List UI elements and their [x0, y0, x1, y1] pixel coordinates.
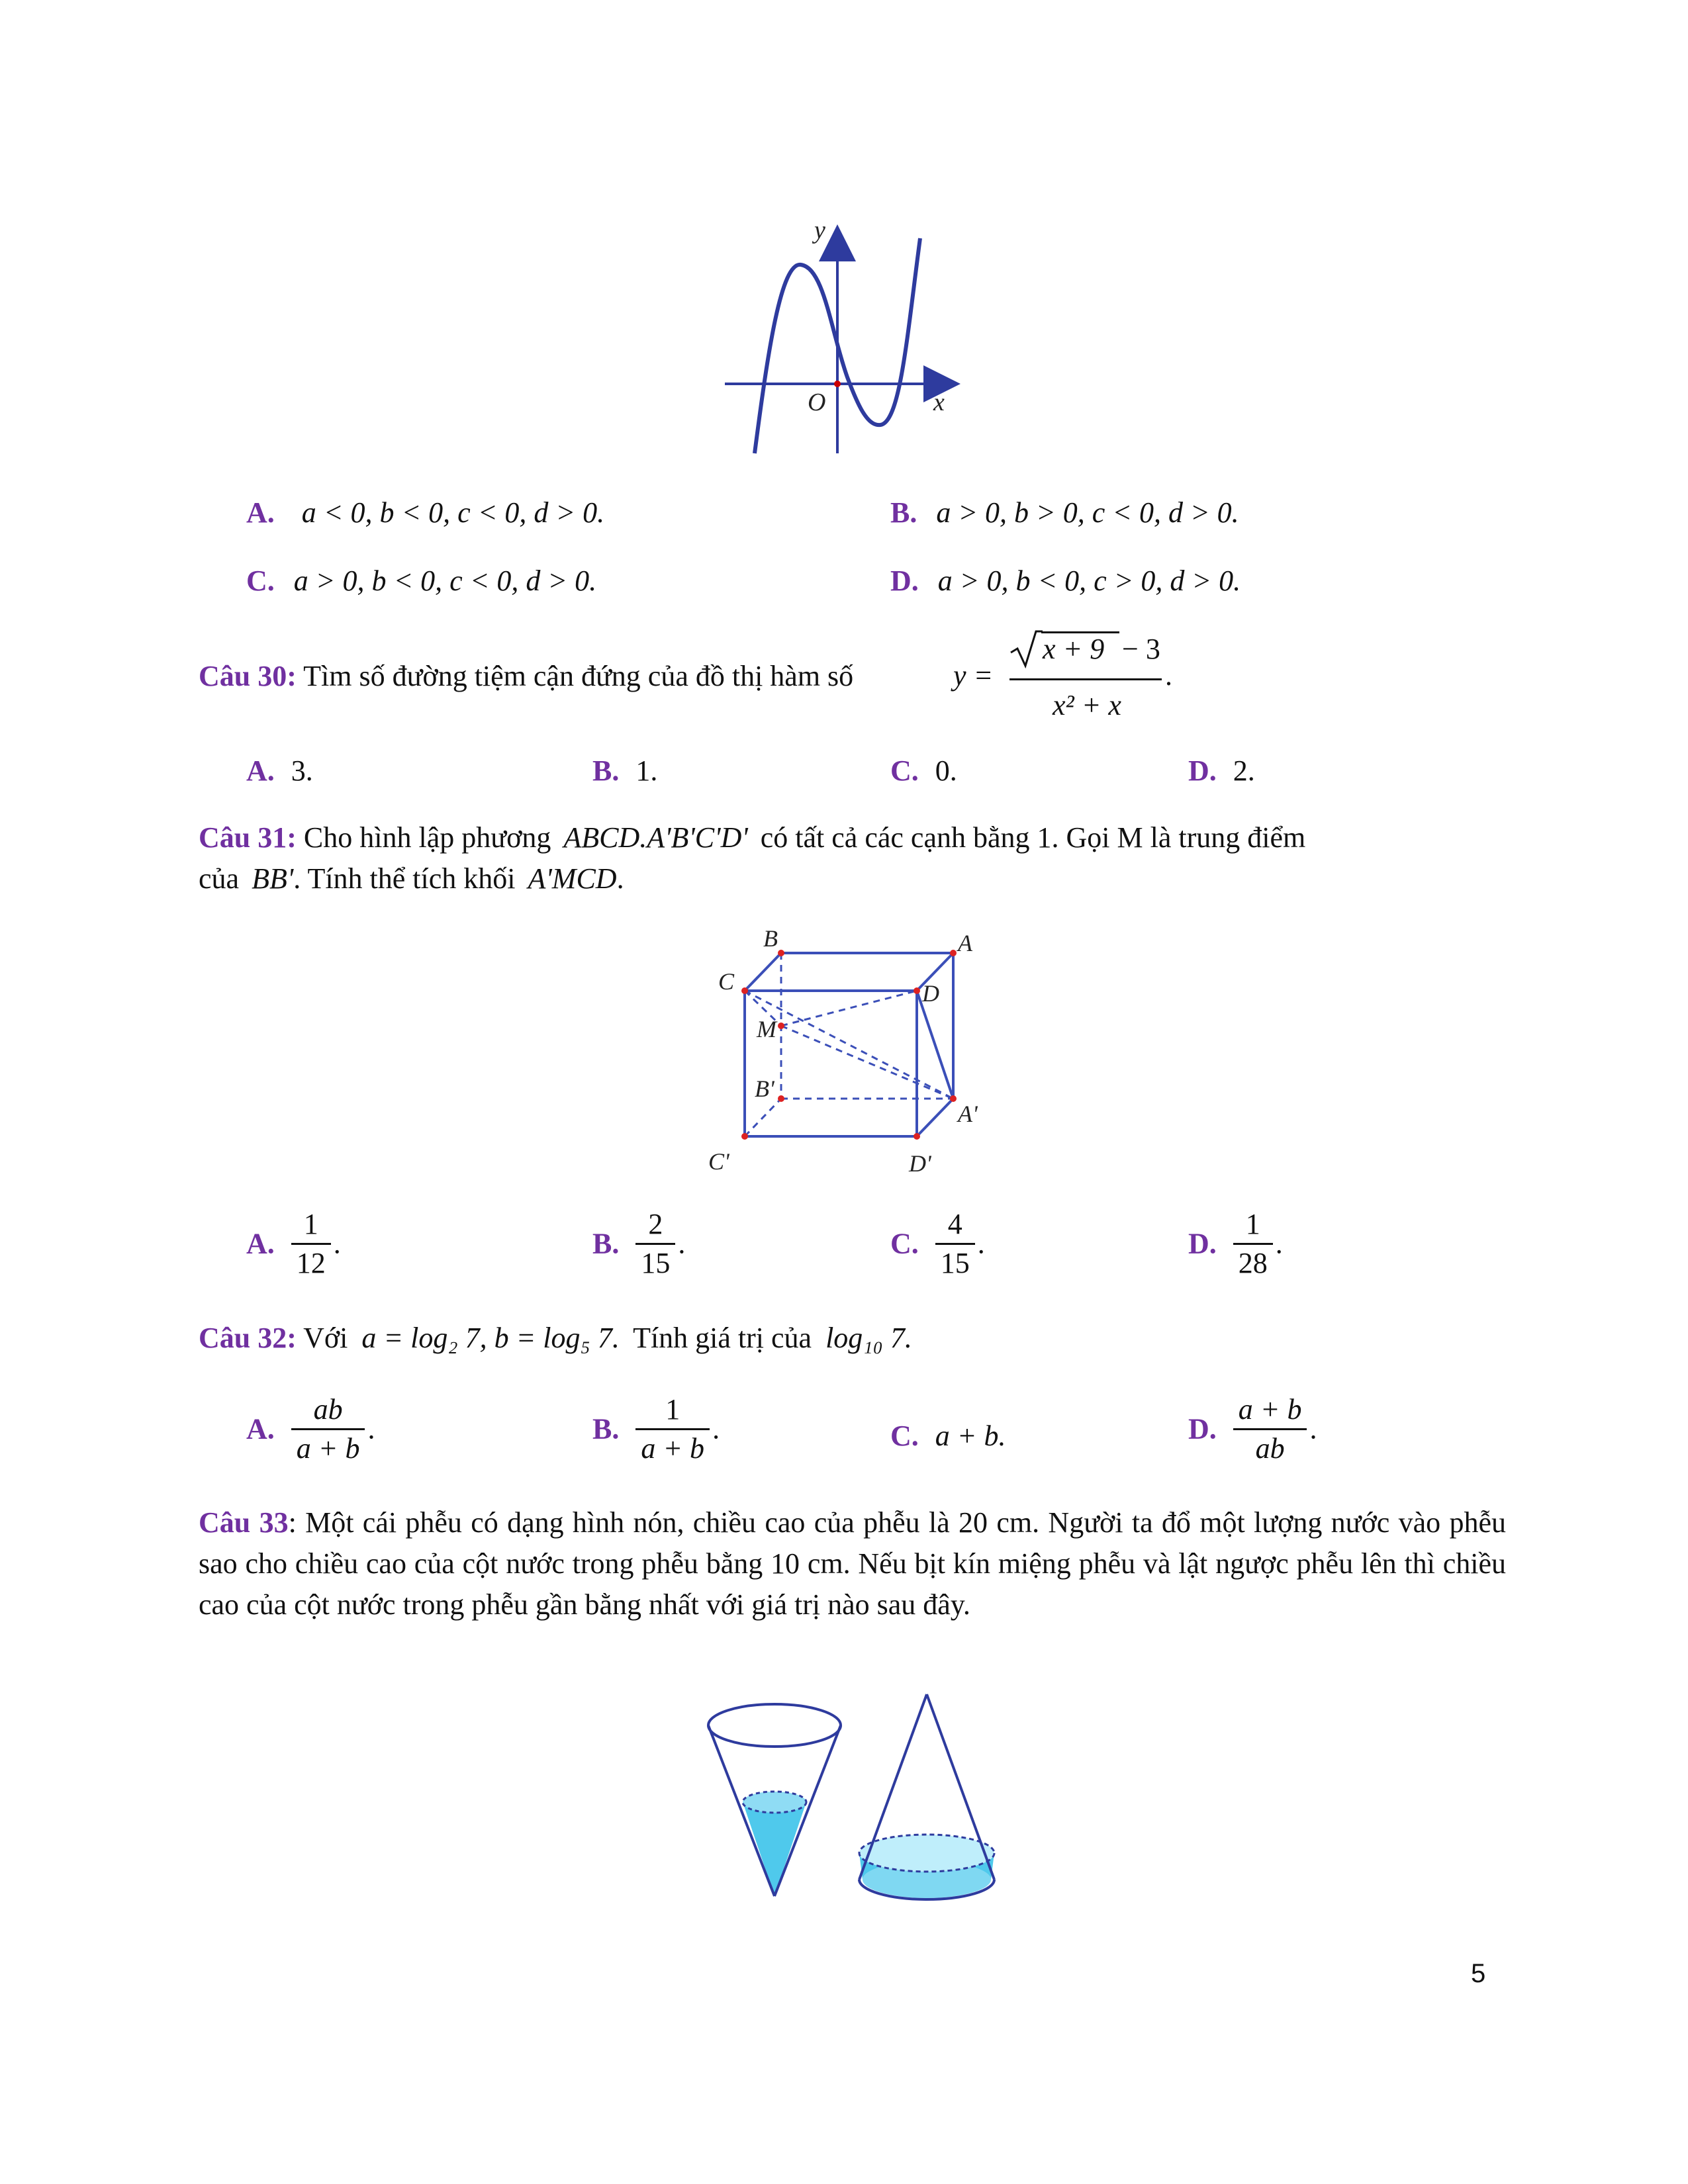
q29-option-c[interactable] — [246, 561, 596, 601]
option-text: a > 0, b < 0, c < 0, d > 0. — [293, 565, 597, 597]
option-label: B. — [592, 1412, 620, 1445]
formula-numerator-tail: − 3 — [1122, 633, 1160, 665]
option-label: A. — [246, 754, 275, 787]
question-text: Tính giá trị của — [633, 1322, 812, 1354]
option-fraction — [291, 1206, 331, 1282]
cube-figure — [698, 923, 990, 1178]
question-label: Câu 30: — [199, 660, 297, 692]
option-text: 1. — [635, 754, 658, 787]
funnel-figures — [695, 1691, 1013, 1916]
q29-option-a[interactable] — [246, 493, 604, 533]
fraction-den: 12 — [296, 1247, 326, 1279]
vertex-label-Cp: C' — [708, 1148, 729, 1175]
question-text: . Tính thể tích khối — [293, 862, 516, 895]
vertex-label-Bp: B' — [755, 1075, 774, 1102]
q32-option-c[interactable] — [890, 1416, 1006, 1456]
option-label: A. — [246, 496, 275, 529]
question-text: Tìm số đường tiệm cận đứng của đồ thị hàm số — [303, 660, 854, 692]
vertex-label-M: M — [757, 1016, 776, 1042]
q30-question — [199, 657, 853, 696]
sqrt-sign — [1009, 629, 1043, 668]
option-text: a > 0, b < 0, c > 0, d > 0. — [937, 565, 1241, 597]
question-text: Cho hình lập phương — [303, 821, 551, 854]
option-fraction — [1233, 1391, 1307, 1467]
question-text: : Một cái phễu có dạng hình nón, chiều cao của phễu là 20 cm. Người ta đổ một lượng nước vào phễu sao cho chiều cao của cột nước trong phễu bằng 10 cm. Nếu bịt kín miệng phễu và lật ngược phễu lên thì chiều cao của cột nước trong phễu gần bằng nhất với giá trị nào sau đây. — [199, 1506, 1507, 1621]
option-label: C. — [246, 565, 275, 597]
q29-option-b[interactable] — [890, 493, 1239, 533]
formula-denominator: x² + x — [1053, 689, 1121, 721]
origin-point — [834, 381, 841, 387]
option-label: C. — [890, 754, 919, 787]
x-axis-label: x — [933, 388, 945, 416]
option-text: a < 0, b < 0, c < 0, d > 0. — [301, 496, 605, 529]
q31-question-line2 — [199, 859, 624, 899]
q29-option-d[interactable] — [890, 561, 1241, 601]
q30-option-d[interactable] — [1188, 751, 1255, 791]
q30-option-c[interactable] — [890, 751, 957, 791]
question-text: có tất cả các cạnh bằng 1. Gọi M là trung điểm — [760, 821, 1306, 854]
option-text: 3. — [291, 754, 313, 787]
option-fraction — [635, 1206, 675, 1282]
fraction-num: ab — [291, 1391, 365, 1430]
origin-label: O — [808, 388, 826, 416]
q30-option-b[interactable] — [592, 751, 657, 791]
vertex-label-Ap: A' — [958, 1101, 978, 1127]
question-label: Câu 32: — [199, 1322, 297, 1354]
option-text: 2. — [1233, 754, 1255, 787]
question-text: . — [616, 862, 624, 895]
q31-question-line1 — [199, 818, 1305, 858]
q31-option-a[interactable]: A. $\frac{1}{12}$ . — [246, 1206, 341, 1282]
question-text: Với — [303, 1322, 348, 1354]
formula-numerator: x + 9 — [1043, 633, 1105, 665]
question-label: Câu 33 — [199, 1506, 289, 1539]
fraction-num: 1 — [635, 1391, 710, 1430]
segment-name: BB' — [252, 862, 294, 895]
formula-period: . — [1165, 659, 1172, 692]
vertex-label-Dp: D' — [909, 1150, 931, 1177]
cube-name: ABCD.A'B'C'D' — [563, 821, 748, 854]
option-label: A. — [246, 1412, 275, 1445]
formula-lhs: y = — [953, 659, 994, 692]
q32-option-b[interactable]: B. $\frac{1}{a + b}$ . — [592, 1391, 720, 1467]
option-label: B. — [592, 1227, 620, 1260]
option-label: B. — [592, 754, 620, 787]
question-formula: a = log₂ 7, b = log₅ 7. — [361, 1322, 620, 1354]
fraction-bar — [1009, 678, 1162, 680]
q31-option-c[interactable]: C. $\frac{4}{15}$ . — [890, 1206, 985, 1282]
vertex-label-C: C — [718, 968, 735, 995]
q31-option-b[interactable]: B. $\frac{2}{15}$ . — [592, 1206, 685, 1282]
option-label: D. — [890, 565, 919, 597]
option-fraction — [1233, 1206, 1273, 1282]
q30-formula — [953, 625, 1178, 731]
option-text: 0. — [935, 754, 957, 787]
vertex-label-D: D — [922, 980, 939, 1007]
funnel-upright — [708, 1704, 841, 1896]
q31-option-d[interactable]: D. $\frac{1}{28}$ . — [1188, 1206, 1283, 1282]
option-label: D. — [1188, 1227, 1217, 1260]
vertex-label-B: B — [763, 925, 778, 952]
page-number: 5 — [1471, 1959, 1486, 1988]
fraction-num: a + b — [1233, 1391, 1307, 1430]
option-label: D. — [1188, 754, 1217, 787]
fraction-den: a + b — [641, 1432, 705, 1465]
option-label: A. — [246, 1227, 275, 1260]
q32-question — [199, 1318, 912, 1358]
fraction-den: a + b — [296, 1432, 360, 1465]
option-fraction — [935, 1206, 975, 1282]
option-label: C. — [890, 1227, 919, 1260]
q30-option-a[interactable] — [246, 751, 313, 791]
vertex-label-A: A — [958, 930, 972, 956]
option-label: C. — [890, 1420, 919, 1452]
option-fraction — [635, 1391, 710, 1467]
option-fraction — [291, 1391, 365, 1467]
y-axis-label: y — [814, 218, 825, 244]
fraction-den: 15 — [641, 1247, 671, 1279]
option-text: a > 0, b > 0, c < 0, d > 0. — [936, 496, 1239, 529]
option-label: B. — [890, 496, 917, 529]
q32-option-d[interactable]: D. $\frac{a + b}{ab}$ . — [1188, 1391, 1317, 1467]
fraction-den: ab — [1255, 1432, 1285, 1465]
fraction-num: 4 — [935, 1206, 975, 1245]
fraction-num: 2 — [635, 1206, 675, 1245]
option-label: D. — [1188, 1412, 1217, 1445]
fraction-num: 1 — [1233, 1206, 1273, 1245]
option-text: a + b. — [935, 1420, 1006, 1452]
fraction-den: 15 — [940, 1247, 970, 1279]
q32-option-a[interactable]: A. $\frac{ab}{a + b}$ . — [246, 1391, 375, 1467]
fraction-den: 28 — [1238, 1247, 1268, 1279]
funnel-inverted — [859, 1694, 994, 1899]
solid-name: A'MCD — [528, 862, 617, 895]
cubic-graph-figure — [718, 218, 963, 463]
fraction-num: 1 — [291, 1206, 331, 1245]
question-label: Câu 31: — [199, 821, 297, 854]
question-target: log₁₀ 7. — [825, 1322, 912, 1354]
question-text: của — [199, 862, 240, 895]
q33-question — [199, 1502, 1506, 1625]
